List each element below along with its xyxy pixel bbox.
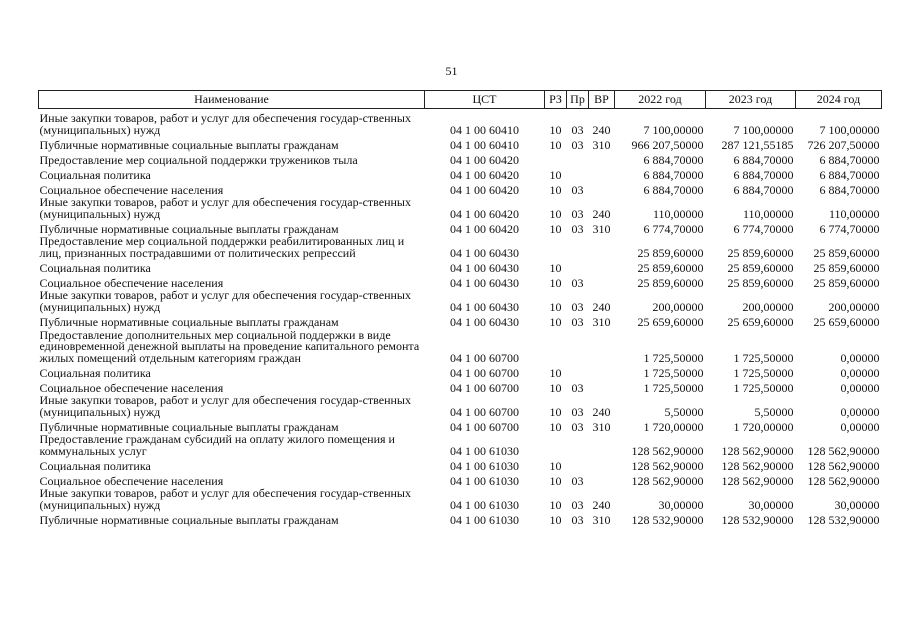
cell-rz: 10 xyxy=(549,182,562,197)
cell-pr: 03 xyxy=(571,512,584,527)
cell-rz: 10 xyxy=(549,458,562,473)
table-row xyxy=(39,313,882,328)
cell-y2024: 0,00000 xyxy=(840,419,880,434)
cell-cst: 04 1 00 60420 xyxy=(450,152,519,167)
cell-name: Предоставление мер социальной поддержки реабилитированных лиц и лиц, признанных пострадавшими от политических репрессий xyxy=(39,234,405,260)
cell-name: Предоставление дополнительных мер социальной поддержки в виде единовременной денежной выплаты на проведение капитального ремонта жилых помещений отдельным категориям граждан xyxy=(39,327,420,365)
cell-y2022: 25 659,60000 xyxy=(637,314,704,329)
table-row xyxy=(39,328,882,364)
header-cst: ЦСТ xyxy=(425,91,545,109)
cell-rz: 10 xyxy=(549,365,562,380)
cell-cst: 04 1 00 60420 xyxy=(450,221,519,236)
cell-pr: 03 xyxy=(571,221,584,236)
cell-y2024: 0,00000 xyxy=(840,380,880,395)
cell-y2024: 6 884,70000 xyxy=(819,167,880,182)
cell-name: Публичные нормативные социальные выплаты гражданам xyxy=(39,221,339,236)
cell-y2024: 7 100,00000 xyxy=(819,122,880,137)
cell-vr xyxy=(589,457,615,472)
cell-rz: 10 xyxy=(549,473,562,488)
cell-cst: 04 1 00 60430 xyxy=(450,299,519,314)
cell-name: Иные закупки товаров, работ и услуг для обеспечения государ-ственных (муниципальных) нужд xyxy=(39,195,411,221)
header-2024: 2024 год xyxy=(796,91,882,109)
table-row xyxy=(39,379,882,394)
cell-y2024: 0,00000 xyxy=(840,404,880,419)
cell-name: Публичные нормативные социальные выплаты гражданам xyxy=(39,314,339,329)
cell-cst: 04 1 00 60430 xyxy=(450,314,519,329)
cell-y2023: 128 562,90000 xyxy=(721,473,794,488)
cell-cst: 04 1 00 61030 xyxy=(450,443,519,458)
cell-cst: 04 1 00 60700 xyxy=(450,404,519,419)
cell-pr xyxy=(567,259,589,274)
cell-vr xyxy=(589,328,615,364)
table-row xyxy=(39,511,882,526)
cell-name: Публичные нормативные социальные выплаты гражданам xyxy=(39,419,339,434)
table-row xyxy=(39,457,882,472)
cell-pr xyxy=(567,457,589,472)
cell-y2024: 128 532,90000 xyxy=(807,512,880,527)
cell-y2024: 128 562,90000 xyxy=(807,443,880,458)
cell-y2023: 1 720,00000 xyxy=(733,419,794,434)
cell-pr: 03 xyxy=(571,122,584,137)
cell-pr: 03 xyxy=(571,314,584,329)
cell-pr: 03 xyxy=(571,497,584,512)
cell-pr xyxy=(567,166,589,181)
cell-y2024: 0,00000 xyxy=(840,365,880,380)
cell-cst: 04 1 00 60430 xyxy=(450,245,519,260)
cell-y2023: 6 774,70000 xyxy=(733,221,794,236)
cell-y2024: 110,00000 xyxy=(828,206,880,221)
cell-y2022: 966 207,50000 xyxy=(631,137,704,152)
cell-y2022: 25 859,60000 xyxy=(637,245,704,260)
table-row xyxy=(39,220,882,235)
header-name: Наименование xyxy=(39,91,425,109)
table-row xyxy=(39,394,882,418)
cell-name: Публичные нормативные социальные выплаты гражданам xyxy=(39,512,339,527)
cell-name: Социальное обеспечение населения xyxy=(39,275,224,290)
cell-y2024: 6 774,70000 xyxy=(819,221,880,236)
cell-name: Предоставление гражданам субсидий на оплату жилого помещения и коммунальных услуг xyxy=(39,432,395,458)
cell-y2022: 25 859,60000 xyxy=(637,275,704,290)
cell-name: Социальное обеспечение населения xyxy=(39,182,224,197)
cell-rz: 10 xyxy=(549,167,562,182)
table-row xyxy=(39,151,882,166)
cell-y2022: 5,50000 xyxy=(664,404,704,419)
cell-y2023: 200,00000 xyxy=(742,299,794,314)
cell-vr: 310 xyxy=(592,221,611,236)
cell-vr xyxy=(589,274,615,289)
cell-y2023: 25 659,60000 xyxy=(727,314,794,329)
cell-y2024: 30,00000 xyxy=(834,497,880,512)
cell-rz: 10 xyxy=(549,497,562,512)
cell-y2022: 128 562,90000 xyxy=(631,443,704,458)
cell-name: Социальная политика xyxy=(39,260,151,275)
cell-vr xyxy=(589,433,615,457)
cell-vr: 310 xyxy=(592,137,611,152)
cell-rz xyxy=(545,151,567,166)
cell-cst: 04 1 00 60700 xyxy=(450,350,519,365)
cell-pr: 03 xyxy=(571,473,584,488)
cell-cst: 04 1 00 60410 xyxy=(450,137,519,152)
table-row xyxy=(39,289,882,313)
cell-cst: 04 1 00 60430 xyxy=(450,260,519,275)
cell-y2023: 1 725,50000 xyxy=(733,365,794,380)
cell-y2023: 25 859,60000 xyxy=(727,245,794,260)
cell-vr: 240 xyxy=(592,497,611,512)
cell-vr: 240 xyxy=(592,122,611,137)
cell-y2022: 200,00000 xyxy=(652,299,704,314)
header-2022: 2022 год xyxy=(615,91,706,109)
cell-rz: 10 xyxy=(549,299,562,314)
cell-pr: 03 xyxy=(571,404,584,419)
cell-name: Социальная политика xyxy=(39,365,151,380)
cell-cst: 04 1 00 61030 xyxy=(450,458,519,473)
cell-rz: 10 xyxy=(549,314,562,329)
cell-y2024: 25 859,60000 xyxy=(813,260,880,275)
cell-y2024: 0,00000 xyxy=(840,350,880,365)
cell-y2022: 128 532,90000 xyxy=(631,512,704,527)
cell-name: Иные закупки товаров, работ и услуг для обеспечения государ-ственных (муниципальных) нужд xyxy=(39,288,411,314)
cell-y2023: 7 100,00000 xyxy=(733,122,794,137)
table-body xyxy=(39,109,882,527)
header-pr: Пр xyxy=(567,91,589,109)
cell-y2024: 6 884,70000 xyxy=(819,152,880,167)
cell-y2024: 25 659,60000 xyxy=(813,314,880,329)
cell-pr xyxy=(567,235,589,259)
cell-cst: 04 1 00 61030 xyxy=(450,512,519,527)
cell-cst: 04 1 00 60700 xyxy=(450,419,519,434)
cell-y2022: 1 720,00000 xyxy=(643,419,704,434)
cell-y2022: 6 774,70000 xyxy=(643,221,704,236)
cell-name: Социальная политика xyxy=(39,167,151,182)
cell-y2023: 1 725,50000 xyxy=(733,350,794,365)
cell-y2022: 6 884,70000 xyxy=(643,152,704,167)
cell-vr: 310 xyxy=(592,419,611,434)
cell-cst: 04 1 00 60420 xyxy=(450,167,519,182)
cell-pr: 03 xyxy=(571,206,584,221)
cell-vr: 310 xyxy=(592,512,611,527)
cell-vr xyxy=(589,166,615,181)
cell-y2023: 110,00000 xyxy=(742,206,794,221)
cell-rz: 10 xyxy=(549,122,562,137)
table-row xyxy=(39,109,882,137)
cell-y2023: 128 532,90000 xyxy=(721,512,794,527)
cell-y2022: 1 725,50000 xyxy=(643,365,704,380)
cell-rz: 10 xyxy=(549,404,562,419)
cell-vr xyxy=(589,235,615,259)
cell-cst: 04 1 00 60700 xyxy=(450,365,519,380)
table-row xyxy=(39,433,882,457)
cell-rz: 10 xyxy=(549,206,562,221)
cell-pr: 03 xyxy=(571,419,584,434)
cell-name: Иные закупки товаров, работ и услуг для обеспечения государ-ственных (муниципальных) нужд xyxy=(39,393,411,419)
cell-y2022: 1 725,50000 xyxy=(643,350,704,365)
cell-cst: 04 1 00 60420 xyxy=(450,182,519,197)
cell-y2023: 25 859,60000 xyxy=(727,260,794,275)
cell-rz: 10 xyxy=(549,419,562,434)
cell-vr: 240 xyxy=(592,299,611,314)
cell-name: Иные закупки товаров, работ и услуг для обеспечения государ-ственных (муниципальных) нужд xyxy=(39,486,411,512)
table-row xyxy=(39,196,882,220)
cell-y2023: 6 884,70000 xyxy=(733,152,794,167)
cell-y2022: 1 725,50000 xyxy=(643,380,704,395)
cell-y2022: 25 859,60000 xyxy=(637,260,704,275)
table-row xyxy=(39,487,882,511)
table-row xyxy=(39,181,882,196)
cell-pr: 03 xyxy=(571,182,584,197)
cell-rz: 10 xyxy=(549,275,562,290)
cell-vr: 240 xyxy=(592,404,611,419)
cell-pr xyxy=(567,364,589,379)
cell-y2023: 6 884,70000 xyxy=(733,182,794,197)
cell-y2024: 6 884,70000 xyxy=(819,182,880,197)
cell-y2022: 110,00000 xyxy=(652,206,704,221)
cell-y2022: 6 884,70000 xyxy=(643,167,704,182)
cell-y2023: 287 121,55185 xyxy=(721,137,794,152)
table-row xyxy=(39,274,882,289)
table-row xyxy=(39,472,882,487)
table-row xyxy=(39,235,882,259)
header-rz: РЗ xyxy=(545,91,567,109)
budget-table xyxy=(38,90,882,526)
cell-name: Социальная политика xyxy=(39,458,151,473)
cell-vr xyxy=(589,379,615,394)
cell-y2022: 30,00000 xyxy=(658,497,704,512)
cell-cst: 04 1 00 61030 xyxy=(450,497,519,512)
cell-y2022: 7 100,00000 xyxy=(643,122,704,137)
cell-cst: 04 1 00 60700 xyxy=(450,380,519,395)
cell-vr xyxy=(589,181,615,196)
cell-name: Иные закупки товаров, работ и услуг для обеспечения государ-ственных (муниципальных) нужд xyxy=(39,111,411,137)
cell-vr: 310 xyxy=(592,314,611,329)
cell-y2024: 25 859,60000 xyxy=(813,245,880,260)
cell-name: Социальное обеспечение населения xyxy=(39,473,224,488)
cell-y2022: 128 562,90000 xyxy=(631,458,704,473)
cell-pr: 03 xyxy=(571,380,584,395)
cell-y2023: 1 725,50000 xyxy=(733,380,794,395)
cell-rz: 10 xyxy=(549,260,562,275)
cell-name: Социальное обеспечение населения xyxy=(39,380,224,395)
cell-rz xyxy=(545,235,567,259)
cell-vr xyxy=(589,151,615,166)
table-header-row xyxy=(39,91,882,109)
table-row xyxy=(39,259,882,274)
cell-y2024: 200,00000 xyxy=(828,299,880,314)
cell-cst: 04 1 00 60410 xyxy=(450,122,519,137)
cell-y2023: 128 562,90000 xyxy=(721,458,794,473)
cell-cst: 04 1 00 60420 xyxy=(450,206,519,221)
cell-y2023: 6 884,70000 xyxy=(733,167,794,182)
cell-y2024: 128 562,90000 xyxy=(807,473,880,488)
cell-vr xyxy=(589,472,615,487)
cell-y2022: 128 562,90000 xyxy=(631,473,704,488)
table-row xyxy=(39,166,882,181)
table-row xyxy=(39,136,882,151)
cell-y2023: 128 562,90000 xyxy=(721,443,794,458)
header-vr: ВР xyxy=(589,91,615,109)
cell-vr xyxy=(589,259,615,274)
cell-vr xyxy=(589,364,615,379)
cell-rz: 10 xyxy=(549,221,562,236)
cell-rz xyxy=(545,433,567,457)
cell-y2024: 128 562,90000 xyxy=(807,458,880,473)
cell-rz xyxy=(545,328,567,364)
cell-y2024: 726 207,50000 xyxy=(807,137,880,152)
cell-y2022: 6 884,70000 xyxy=(643,182,704,197)
cell-name: Публичные нормативные социальные выплаты гражданам xyxy=(39,137,339,152)
cell-pr xyxy=(567,433,589,457)
cell-y2023: 5,50000 xyxy=(754,404,794,419)
cell-cst: 04 1 00 60430 xyxy=(450,275,519,290)
cell-name: Предоставление мер социальной поддержки тружеников тыла xyxy=(39,152,358,167)
cell-pr xyxy=(567,151,589,166)
cell-vr: 240 xyxy=(592,206,611,221)
cell-cst: 04 1 00 61030 xyxy=(450,473,519,488)
cell-pr: 03 xyxy=(571,275,584,290)
page-number: 51 xyxy=(445,64,458,78)
cell-y2024: 25 859,60000 xyxy=(813,275,880,290)
table-row xyxy=(39,418,882,433)
cell-rz: 10 xyxy=(549,137,562,152)
cell-pr: 03 xyxy=(571,299,584,314)
cell-rz: 10 xyxy=(549,512,562,527)
table-row xyxy=(39,364,882,379)
cell-rz: 10 xyxy=(549,380,562,395)
header-2023: 2023 год xyxy=(706,91,796,109)
cell-y2023: 25 859,60000 xyxy=(727,275,794,290)
cell-y2023: 30,00000 xyxy=(748,497,794,512)
cell-pr xyxy=(567,328,589,364)
cell-pr: 03 xyxy=(571,137,584,152)
